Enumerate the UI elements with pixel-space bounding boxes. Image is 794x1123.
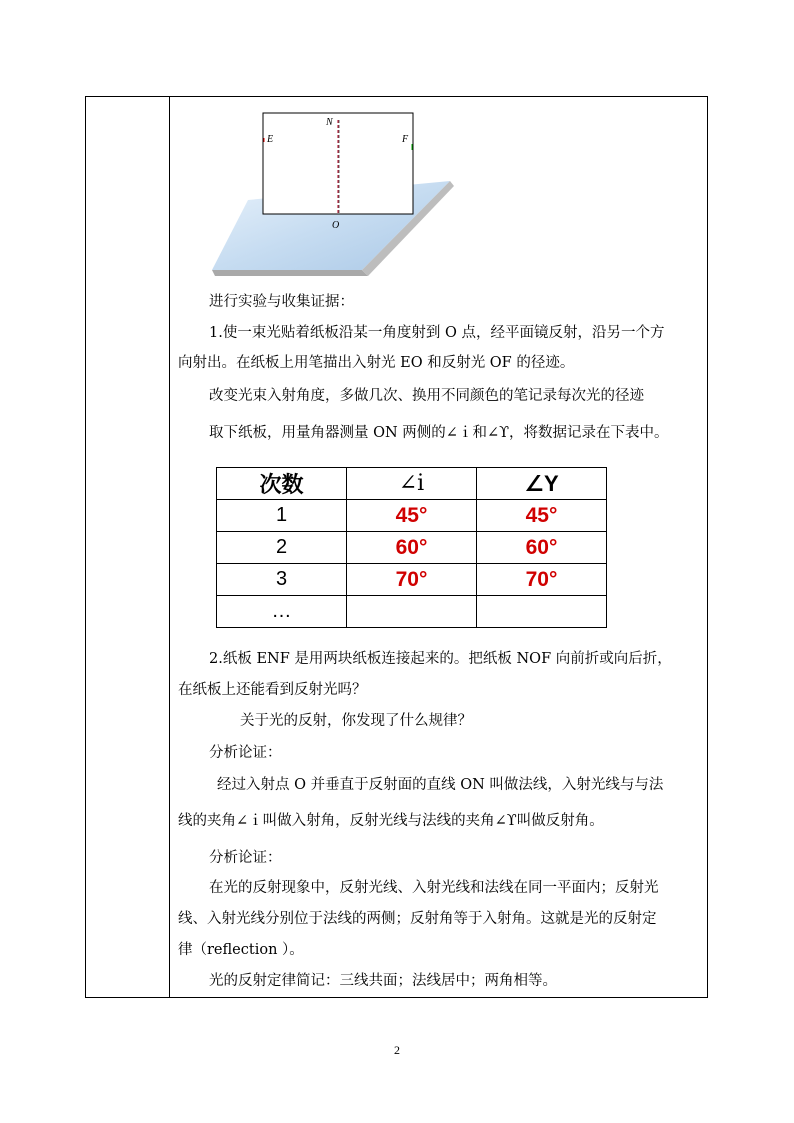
label-E: E — [267, 134, 274, 145]
cell-count: 3 — [217, 564, 347, 596]
cell-angle-r: 45° — [477, 500, 607, 532]
table-row — [217, 532, 607, 564]
header-angle-i: ∠i — [347, 468, 477, 500]
label-F: F — [402, 134, 409, 145]
cell-count: 1 — [217, 500, 347, 532]
paper-board — [263, 113, 413, 214]
step2-line2: 在纸板上还能看到反射光吗？ — [178, 682, 367, 698]
page-number: 2 — [394, 1043, 400, 1057]
table-row — [217, 500, 607, 532]
label-O: O — [332, 220, 340, 231]
step1-line3: 改变光束入射角度，多做几次、换用不同颜色的笔记录每次光的径迹 — [209, 388, 644, 404]
header-angle-r: ∠Y — [477, 468, 607, 500]
analysis2-line2: 线、入射光线分别位于法线的两侧；反射角等于入射角。这就是光的反射定 — [178, 911, 657, 927]
column-divider — [169, 97, 170, 997]
analysis2-line4: 光的反射定律简记：三线共面；法线居中；两角相等。 — [209, 973, 557, 989]
section-heading-experiment: 进行实验与收集证据： — [209, 294, 354, 310]
label-N: N — [326, 117, 333, 128]
table-header-row — [217, 468, 607, 500]
table-row — [217, 564, 607, 596]
step1-line1: 1.使一束光贴着纸板沿某一角度射到 O 点，经平面镜反射，沿另一个方 — [209, 325, 665, 341]
data-table — [216, 467, 607, 628]
cell-count: … — [217, 596, 347, 628]
analysis2-heading: 分析论证： — [209, 850, 282, 866]
analysis1-line1: 经过入射点 O 并垂直于反射面的直线 ON 叫做法线，入射光线与与法 — [217, 777, 664, 793]
cell-angle-i: 70° — [347, 564, 477, 596]
mirror-edge — [212, 270, 368, 276]
cell-count: 2 — [217, 532, 347, 564]
step1-line4: 取下纸板，用量角器测量 ON 两侧的∠ｉ和∠ϒ，将数据记录在下表中。 — [209, 425, 669, 441]
analysis2-line3: 律（reflection ）。 — [178, 942, 304, 958]
analysis2-line1: 在光的反射现象中，反射光线、入射光线和法线在同一平面内；反射光 — [209, 880, 659, 896]
cell-angle-i: 45° — [347, 500, 477, 532]
analysis1-heading: 分析论证： — [209, 745, 282, 761]
header-count: 次数 — [217, 468, 347, 500]
step1-line2: 向射出。在纸板上用笔描出入射光 EO 和反射光 OF 的径迹。 — [178, 355, 575, 371]
cell-angle-r: 70° — [477, 564, 607, 596]
analysis1-line2: 线的夹角∠ｉ叫做入射角，反射光线与法线的夹角∠ϒ叫做反射角。 — [178, 813, 604, 829]
reflection-experiment-figure — [210, 108, 460, 278]
step2-line3: 关于光的反射，你发现了什么规律？ — [240, 713, 472, 729]
step2-line1: 2.纸板 ENF 是用两块纸板连接起来的。把纸板 NOF 向前折或向后折， — [209, 651, 672, 667]
cell-angle-i: 60° — [347, 532, 477, 564]
cell-angle-r — [477, 596, 607, 628]
table-row — [217, 596, 607, 628]
cell-angle-r: 60° — [477, 532, 607, 564]
cell-angle-i — [347, 596, 477, 628]
